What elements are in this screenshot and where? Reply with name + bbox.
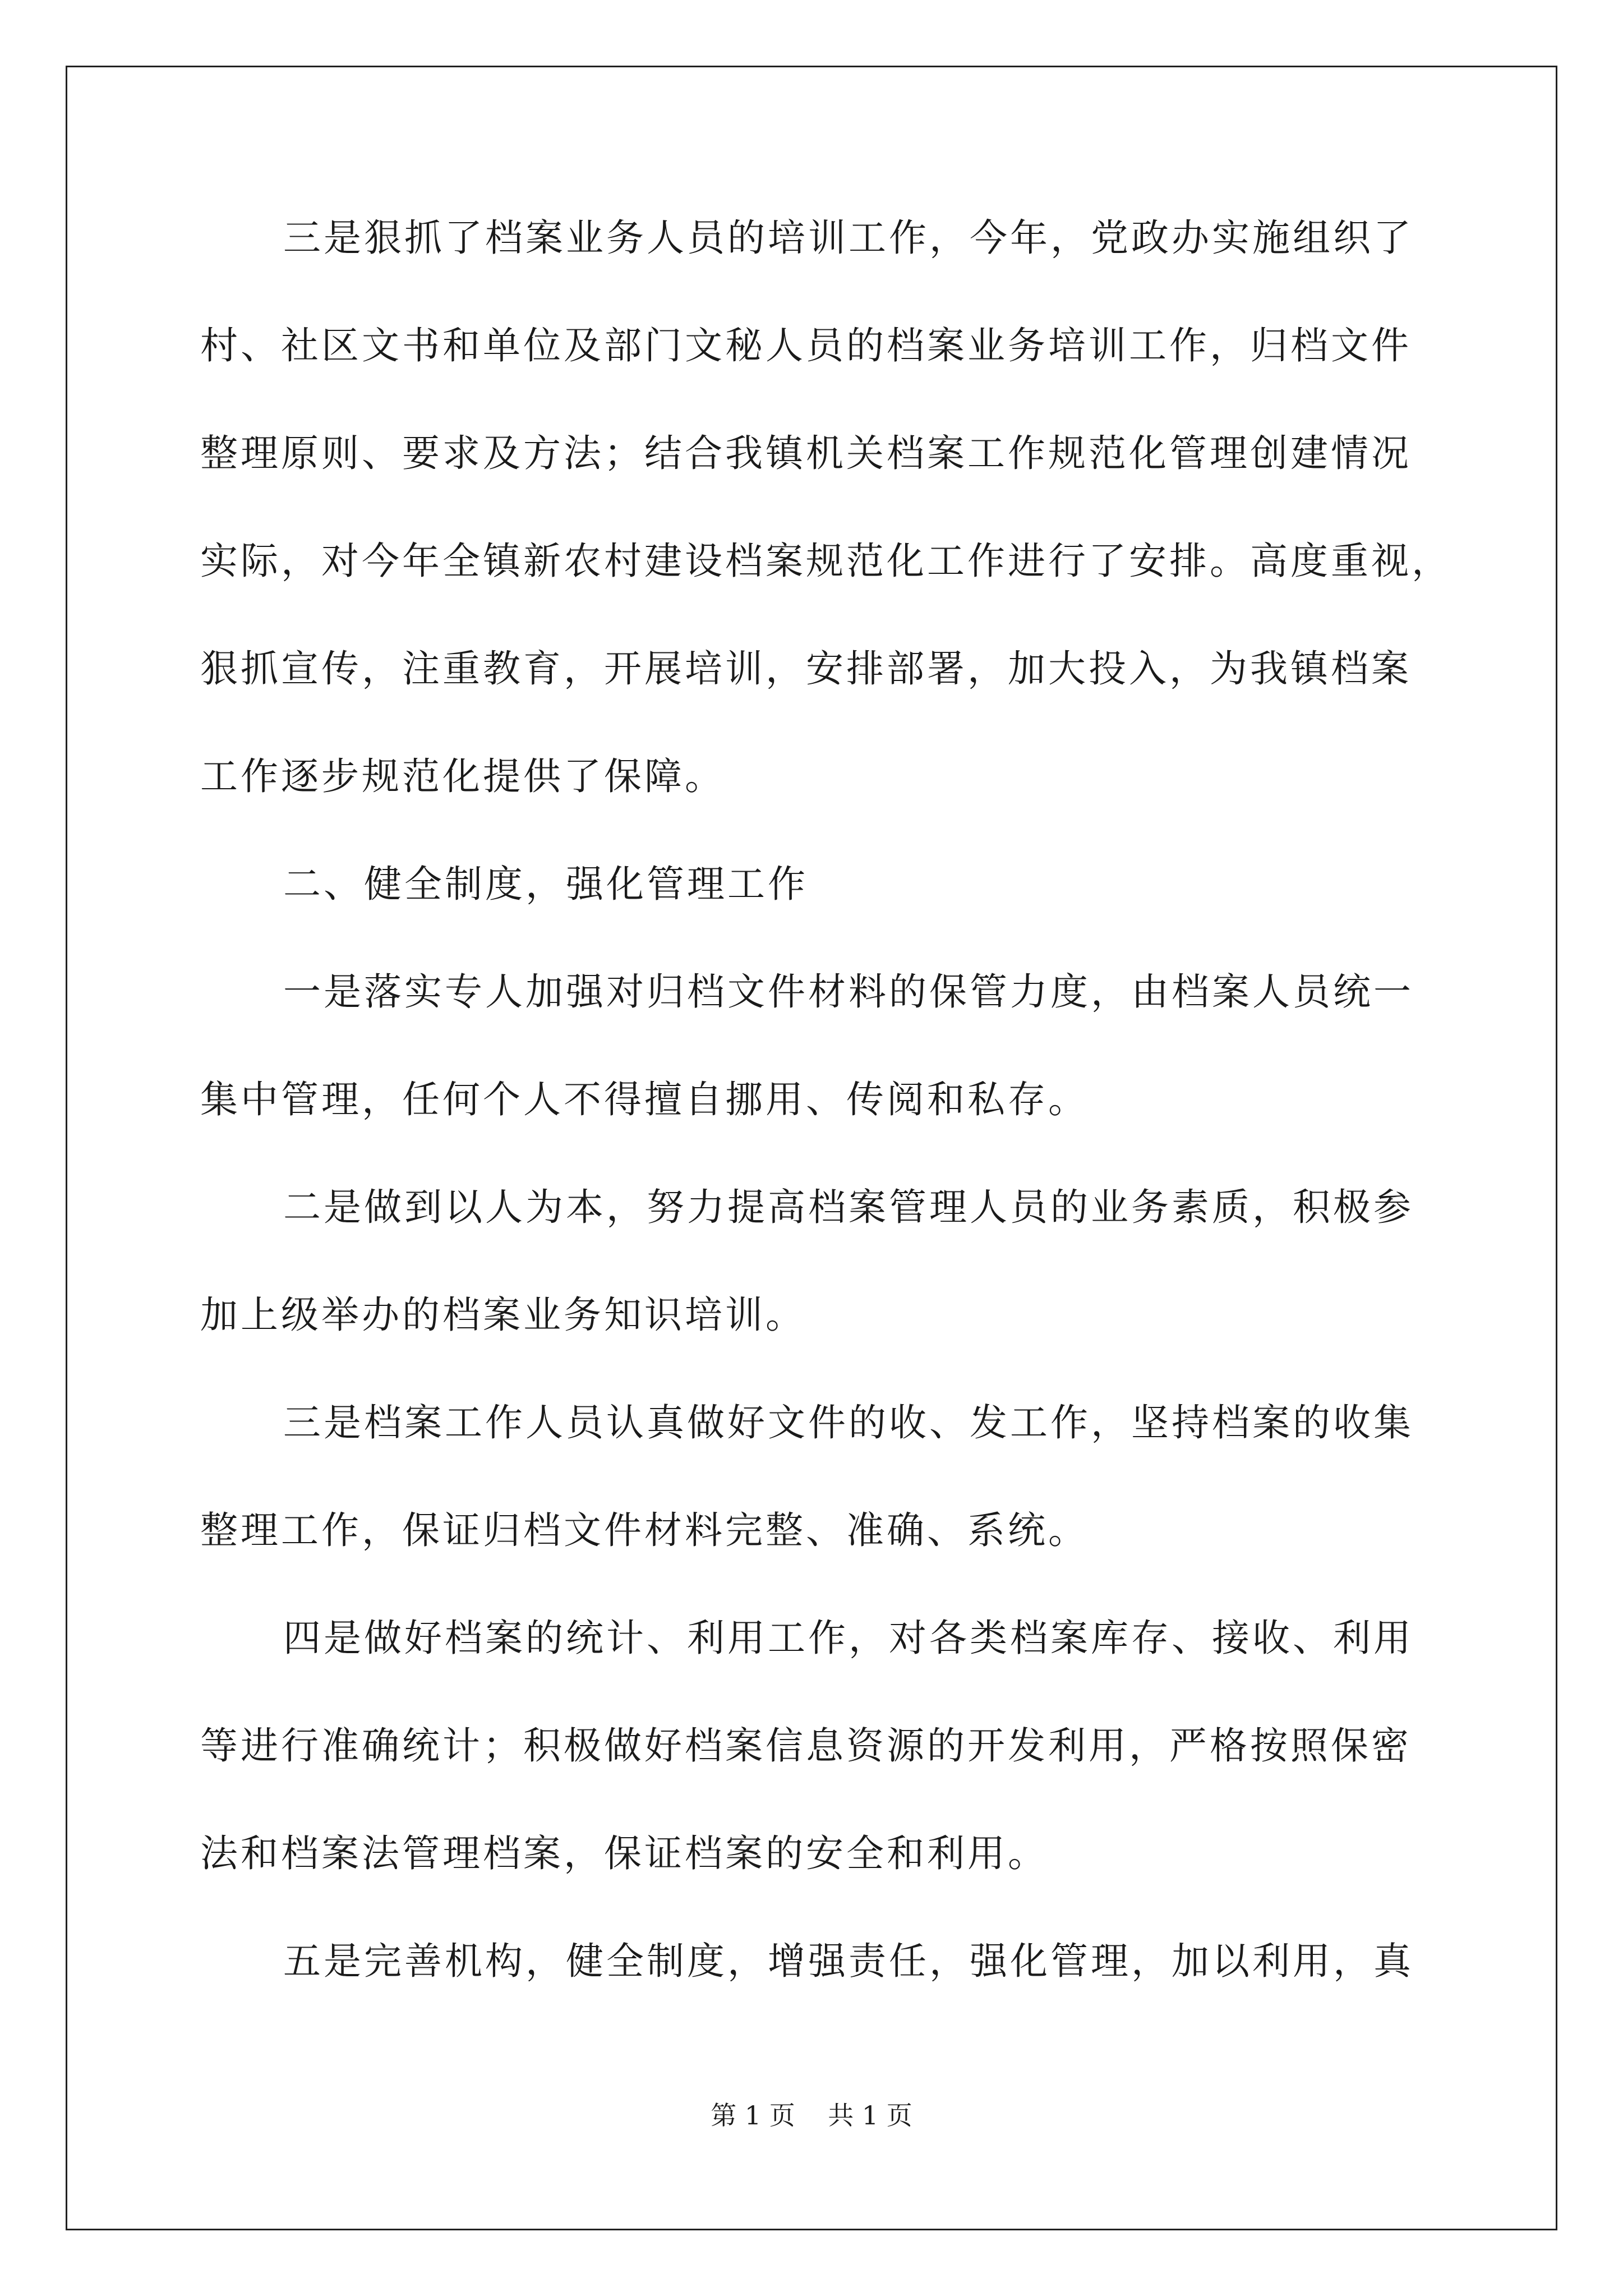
text-line: 狠抓宣传，注重教育，开展培训，安排部署，加大投入，为我镇档案 (200, 647, 1412, 691)
text-line: 三是狠抓了档案业务人员的培训工作，今年，党政办实施组织了 (283, 216, 1414, 260)
text-line: 工作逐步规范化提供了保障。 (200, 754, 725, 798)
text-line: 二是做到以人为本，努力提高档案管理人员的业务素质，积极参 (283, 1185, 1414, 1229)
text-line: 四是做好档案的统计、利用工作，对各类档案库存、接收、利用 (283, 1616, 1414, 1660)
text-line: 整理原则、要求及方法；结合我镇机关档案工作规范化管理创建情况 (200, 431, 1412, 475)
text-line: 等进行准确统计；积极做好档案信息资源的开发利用，严格按照保密 (200, 1724, 1412, 1768)
page-number-footer: 第 1 页 共 1 页 (711, 2100, 912, 2131)
text-line: 一是落实专人加强对归档文件材料的保管力度，由档案人员统一 (283, 970, 1414, 1014)
text-line: 三是档案工作人员认真做好文件的收、发工作，坚持档案的收集 (283, 1401, 1414, 1444)
document-body (200, 199, 1468, 2030)
text-line: 集中管理，任何个人不得擅自挪用、传阅和私存。 (200, 1078, 1089, 1121)
text-line: 五是完善机构，健全制度，增强责任，强化管理，加以利用，真 (283, 1939, 1414, 1983)
text-line: 整理工作，保证归档文件材料完整、准确、系统。 (200, 1508, 1089, 1552)
text-line: 加上级举办的档案业务知识培训。 (200, 1293, 806, 1337)
text-line: 村、社区文书和单位及部门文秘人员的档案业务培训工作，归档文件 (200, 324, 1412, 367)
text-line: 法和档案法管理档案，保证档案的安全和利用。 (200, 1832, 1048, 1875)
text-line: 实际，对今年全镇新农村建设档案规范化工作进行了安排。高度重视， (200, 539, 1452, 583)
section-heading: 二、健全制度，强化管理工作 (283, 862, 808, 906)
